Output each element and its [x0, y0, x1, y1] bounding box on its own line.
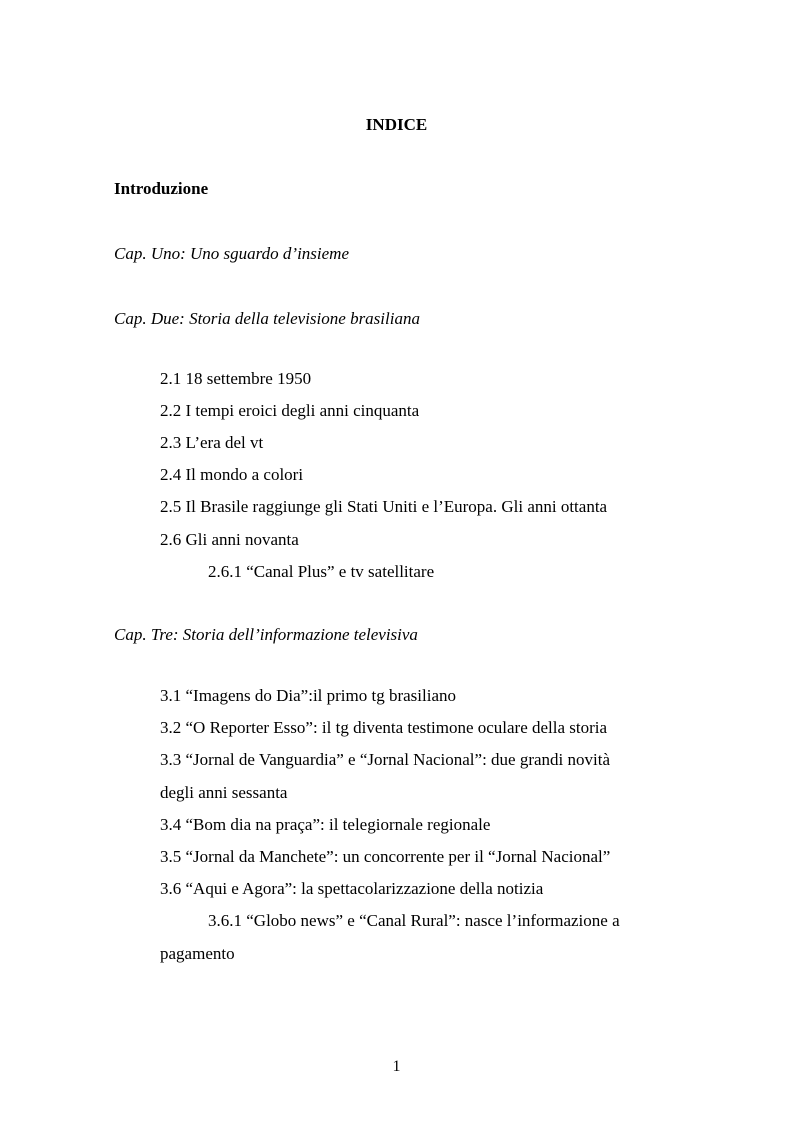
- toc-section-2-2: 2.2 I tempi eroici degli anni cinquanta: [160, 401, 420, 420]
- toc-section-2-1: 2.1 18 settembre 1950: [160, 369, 312, 388]
- toc-section-2-6: 2.6 Gli anni novanta: [160, 530, 299, 549]
- toc-chapter-3: Cap. Tre: Storia dell’informazione televisiva: [114, 625, 418, 644]
- toc-section-3-2: 3.2 “O Reporter Esso”: il tg diventa testimone oculare della storia: [160, 718, 608, 737]
- page-title: INDICE: [365, 115, 428, 134]
- toc-section-3-5: 3.5 “Jornal da Manchete”: un concorrente per il “Jornal Nacional”: [160, 847, 611, 866]
- toc-subsection-3-6-1-continued: pagamento: [160, 944, 235, 963]
- toc-section-2-5: 2.5 Il Brasile raggiunge gli Stati Uniti e l’Europa. Gli anni ottanta: [160, 497, 608, 516]
- toc-subsection-3-6-1: 3.6.1 “Globo news” e “Canal Rural”: nasce l’informazione a: [208, 911, 620, 930]
- toc-section-3-3: 3.3 “Jornal de Vanguardia” e “Jornal Nacional”: due grandi novità: [160, 750, 611, 769]
- toc-section-3-4: 3.4 “Bom dia na praça”: il telegiornale regionale: [160, 815, 491, 834]
- toc-section-3-6: 3.6 “Aqui e Agora”: la spettacolarizzazione della notizia: [160, 879, 544, 898]
- toc-section-2-4: 2.4 Il mondo a colori: [160, 465, 304, 484]
- toc-chapter-2: Cap. Due: Storia della televisione brasiliana: [114, 309, 420, 328]
- toc-section-3-1: 3.1 “Imagens do Dia”:il primo tg brasiliano: [160, 686, 457, 705]
- toc-section-2-3: 2.3 L’era del vt: [160, 433, 264, 452]
- page-number: 1: [392, 1058, 401, 1075]
- toc-subsection-2-6-1: 2.6.1 “Canal Plus” e tv satellitare: [208, 562, 435, 581]
- toc-section-3-3-continued: degli anni sessanta: [160, 783, 288, 802]
- toc-introduction: Introduzione: [114, 179, 209, 198]
- toc-chapter-1: Cap. Uno: Uno sguardo d’insieme: [114, 244, 349, 263]
